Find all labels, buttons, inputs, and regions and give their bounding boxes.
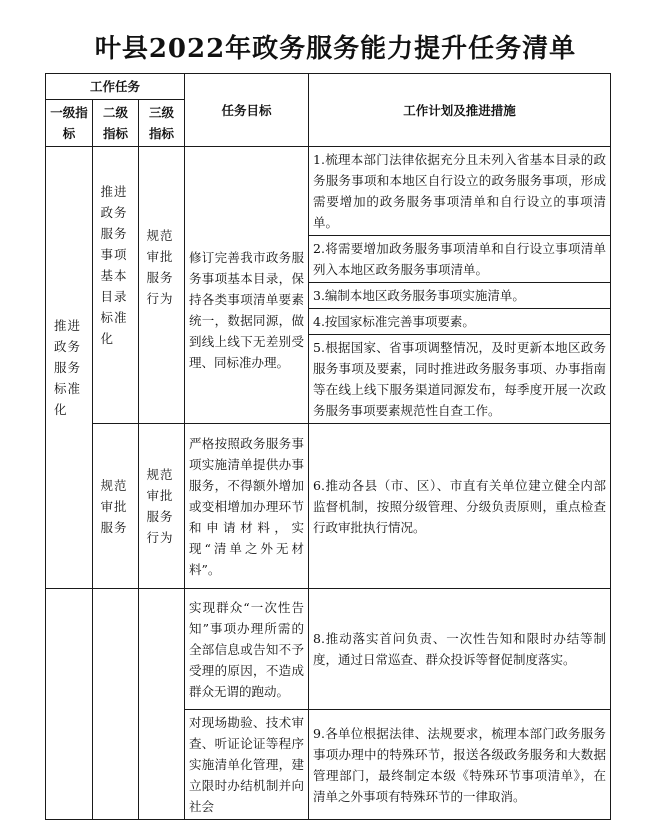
header-row-1 bbox=[46, 74, 611, 100]
plan-item-2: 2.将需要增加政务服务事项清单和自行设立事项清单列入本地区政务服务事项清单。 bbox=[309, 236, 611, 283]
level2-empty bbox=[93, 589, 139, 820]
plan-item-6: 6.推动各县（市、区）、市直有关单位建立健全内部监督机制，按照分级管理、分级负责原则，重点检查行政审批执行情况。 bbox=[309, 424, 611, 589]
header-level3: 三级指标 bbox=[139, 100, 185, 147]
table-row bbox=[46, 424, 611, 589]
level1-text: 推进政务服务标准化 bbox=[54, 318, 82, 417]
level2-text: 规范审批服务 bbox=[100, 477, 128, 535]
level3-empty bbox=[139, 589, 185, 820]
plan-item-3: 3.编制本地区政务服务事项实施清单。 bbox=[309, 283, 611, 309]
table-row bbox=[46, 147, 611, 236]
table-row bbox=[46, 589, 611, 710]
header-work-task: 工作任务 bbox=[46, 74, 185, 100]
goal-cell: 对现场勘验、技术审查、听证论证等程序实施清单化管理，建立限时办结机制并向社会 bbox=[185, 710, 309, 820]
level3-cell bbox=[139, 424, 185, 589]
plan-item-1: 1.梳理本部门法律依据充分且未列入省基本目录的政务服务事项和本地区自行设立的政务服务事项，形成需要增加的政务服务事项清单和自行设立的事项清单。 bbox=[309, 147, 611, 236]
page-title: 叶县2022年政务服务能力提升任务清单 bbox=[94, 34, 577, 64]
plan-item-4: 4.按国家标准完善事项要素。 bbox=[309, 309, 611, 335]
header-level1: 一级指标 bbox=[46, 100, 93, 147]
level1-empty bbox=[46, 589, 93, 820]
level3-text: 规范审批服务行为 bbox=[146, 467, 174, 545]
header-level2: 二级指标 bbox=[93, 100, 139, 147]
level2-cell bbox=[93, 424, 139, 589]
level1-cell bbox=[46, 147, 93, 589]
level3-cell bbox=[139, 147, 185, 424]
level2-text: 推进政务服务事项基本目录标准化 bbox=[100, 184, 128, 346]
goal-cell: 严格按照政务服务事项实施清单提供办事服务，不得额外增加或变相增加办理环节和申请材料，实现“清单之外无材料”。 bbox=[185, 424, 309, 589]
task-table bbox=[45, 73, 611, 820]
goal-cell: 实现群众“一次性告知”事项办理所需的全部信息或告知不予受理的原因，不造成群众无谓的跑动。 bbox=[185, 589, 309, 710]
level3-text: 规范审批服务行为 bbox=[146, 228, 174, 306]
header-plan: 工作计划及推进措施 bbox=[309, 74, 611, 147]
header-goal: 任务目标 bbox=[185, 74, 309, 147]
plan-item-9: 9.各单位根据法律、法规要求，梳理本部门政务服务事项办理中的特殊环节，报送各级政务服务和大数据管理部门，最终制定本级《特殊环节事项清单》，在清单之外事项有特殊环节的一律取消。 bbox=[309, 710, 611, 820]
goal-cell: 修订完善我市政务服务事项基本目录，保持各类事项清单要素统一，数据同源，做到线上线下无差别受理、同标准办理。 bbox=[185, 147, 309, 424]
level2-cell bbox=[93, 147, 139, 424]
plan-item-8: 8.推动落实首问负责、一次性告知和限时办结等制度，通过日常巡查、群众投诉等督促制度落实。 bbox=[309, 589, 611, 710]
plan-item-5: 5.根据国家、省事项调整情况，及时更新本地区政务服务事项及要素，同时推进政务服务事项、办事指南等在线上线下服务渠道同源发布，每季度开展一次政务服务事项要素规范性自查工作。 bbox=[309, 335, 611, 424]
